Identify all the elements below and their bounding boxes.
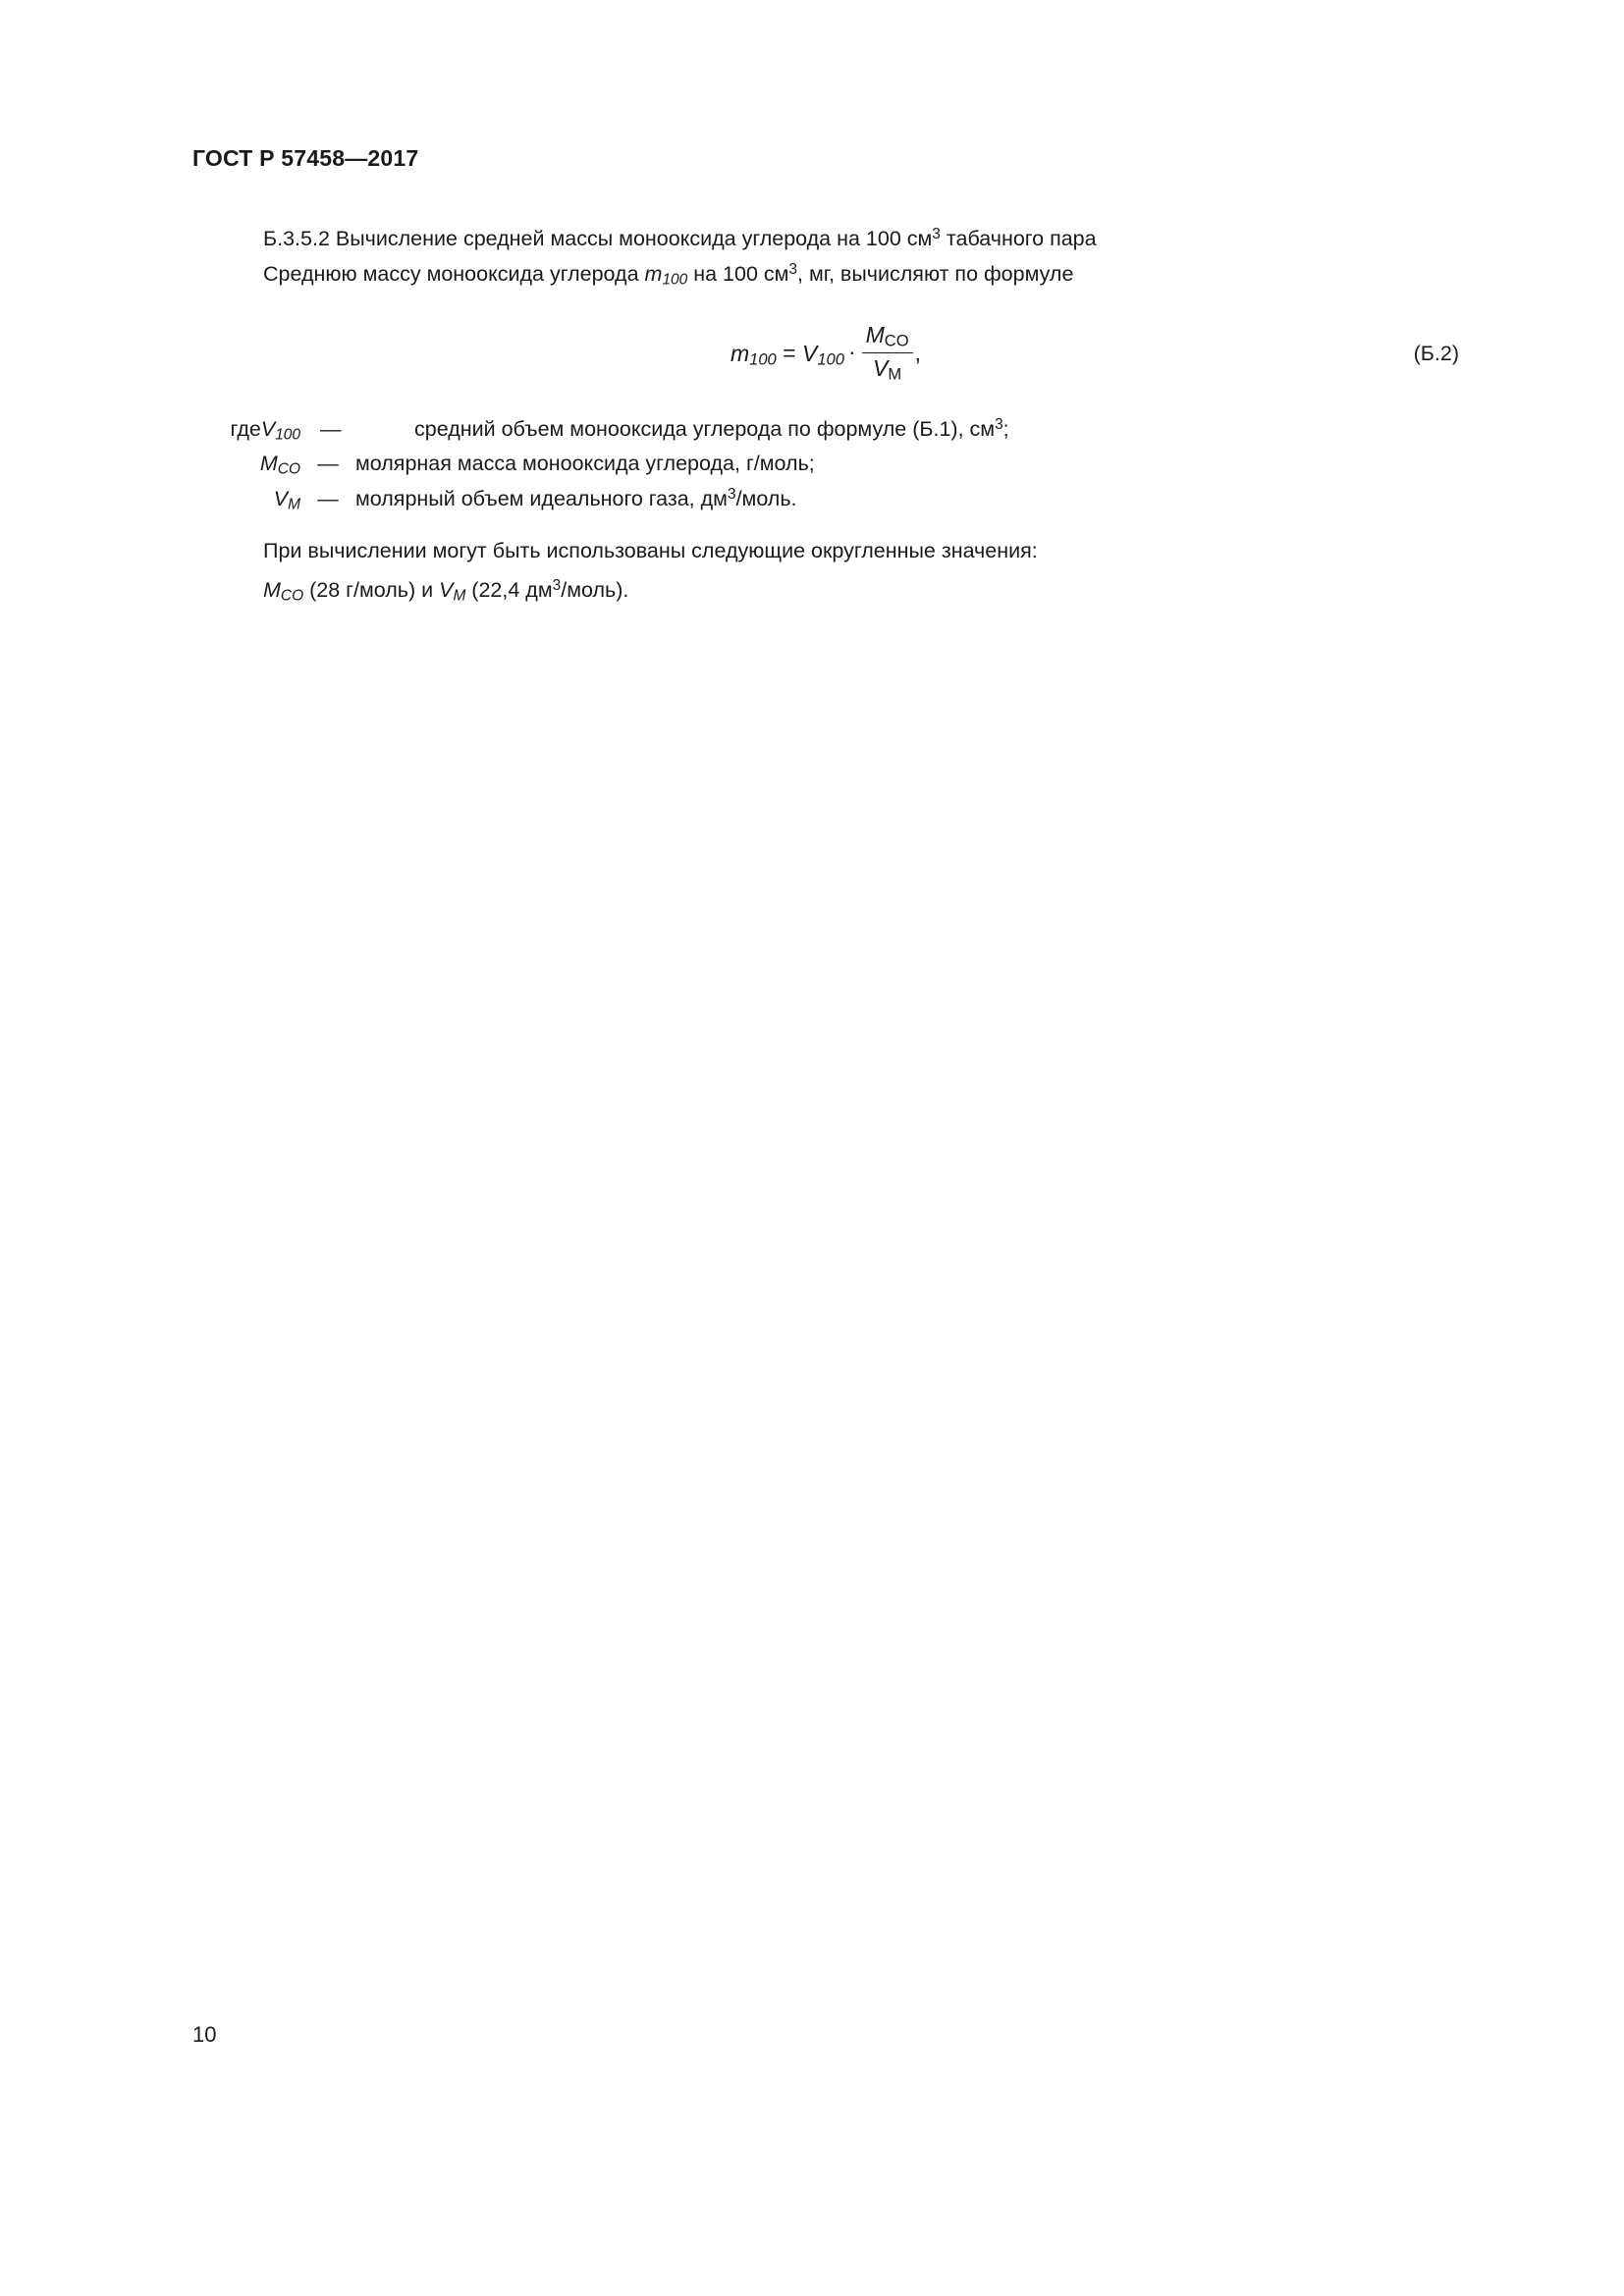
where-description-3-end: /моль. (735, 486, 797, 510)
formula-trailing-comma: , (914, 340, 921, 366)
rounded-symbol-vm (439, 578, 466, 605)
where-description-3-superscript: 3 (727, 485, 736, 503)
formula-numerator-subscript: CO (884, 331, 909, 350)
where-description-3: молярный объем идеального газа, дм (355, 486, 728, 510)
where-symbol-3-letter: V (273, 486, 289, 510)
formula-lhs (730, 340, 777, 369)
rounded-symbol-mco-subscript: CO (280, 587, 304, 605)
rounded-symbol-mco-letter: M (263, 578, 281, 602)
intro-symbol-m-letter: m (644, 262, 663, 286)
formula-expression (192, 324, 1459, 386)
where-label-3 (183, 482, 300, 516)
formula-number: (Б.2) (1413, 342, 1459, 365)
formula-denominator-subscript: M (888, 364, 902, 384)
intro-symbol-m-subscript: 100 (662, 271, 688, 289)
paragraph-clause-title (263, 224, 1363, 254)
formula-equals: = (783, 340, 796, 366)
where-symbol-1-subscript: 100 (275, 426, 300, 444)
where-description-1-end: ; (1002, 417, 1009, 441)
rounded-symbol-mco (263, 578, 304, 605)
formula-rhs-symbol: V (801, 340, 818, 366)
where-line-2 (183, 447, 1361, 481)
where-label-2 (183, 447, 300, 481)
rounded-text-1: (28 г/моль) и (303, 578, 440, 602)
page-header: ГОСТ Р 57458—2017 (192, 145, 419, 171)
where-symbol-1-letter: V (260, 417, 276, 441)
where-intro: где (230, 417, 261, 441)
where-definitions (183, 412, 1361, 516)
clause-title-text: Б.3.5.2 Вычисление средней массы монооксида углерода на 100 см (263, 227, 933, 250)
paragraph-rounded-values-intro: При вычислении могут быть использованы следующие округленные значения: (263, 539, 1038, 562)
where-symbol-3-subscript: M (288, 496, 300, 513)
formula-multiplication-dot: · (847, 338, 856, 364)
page-number: 10 (192, 2022, 217, 2047)
where-description-1: средний объем монооксида углерода по формуле (Б.1), см (414, 417, 996, 441)
formula-fraction-numerator (862, 322, 913, 353)
where-description-2: молярная масса монооксида углерода, г/моль; (355, 452, 815, 476)
paragraph-intro (263, 259, 1363, 292)
paragraph-rounded-values (263, 575, 1363, 608)
where-symbol-2-letter: M (259, 452, 278, 476)
where-dash-1: — (320, 417, 342, 441)
formula-lhs-subscript: 100 (749, 349, 777, 369)
rounded-symbol-vm-subscript: M (453, 587, 466, 605)
rounded-text-superscript: 3 (552, 577, 562, 595)
where-symbol-2 (259, 452, 300, 478)
where-dash-2: — (317, 452, 339, 476)
where-symbol-3 (273, 486, 300, 513)
formula-block (192, 316, 1459, 404)
intro-text-c: , мг, вычисляют по формуле (797, 262, 1074, 286)
formula-rhs-subscript: 100 (817, 349, 844, 369)
formula-denominator-symbol: V (873, 354, 889, 381)
where-line-3 (183, 482, 1361, 516)
clause-title-superscript: 3 (932, 226, 941, 243)
rounded-text-2b: /моль). (561, 578, 629, 602)
intro-symbol-m (644, 262, 688, 289)
where-dash-3: — (317, 486, 339, 510)
intro-text-a: Среднюю массу монооксида углерода (263, 262, 645, 286)
formula-fraction-denominator (862, 353, 913, 385)
clause-title-text-end: табачного пара (940, 227, 1097, 250)
intro-superscript: 3 (788, 261, 798, 279)
formula-rhs-v (801, 340, 844, 369)
intro-text-b: на 100 см (687, 262, 789, 286)
formula-numerator-symbol: M (865, 322, 885, 347)
where-line-1 (183, 412, 1361, 447)
rounded-text-2a: (22,4 дм (465, 578, 553, 602)
formula-fraction (862, 322, 913, 384)
rounded-symbol-vm-letter: V (439, 578, 454, 602)
formula-lhs-symbol: m (730, 340, 750, 366)
where-symbol-2-subscript: CO (277, 460, 300, 478)
where-symbol-1 (260, 417, 300, 444)
where-label-1 (183, 412, 300, 447)
where-description-1-superscript: 3 (995, 416, 1003, 434)
